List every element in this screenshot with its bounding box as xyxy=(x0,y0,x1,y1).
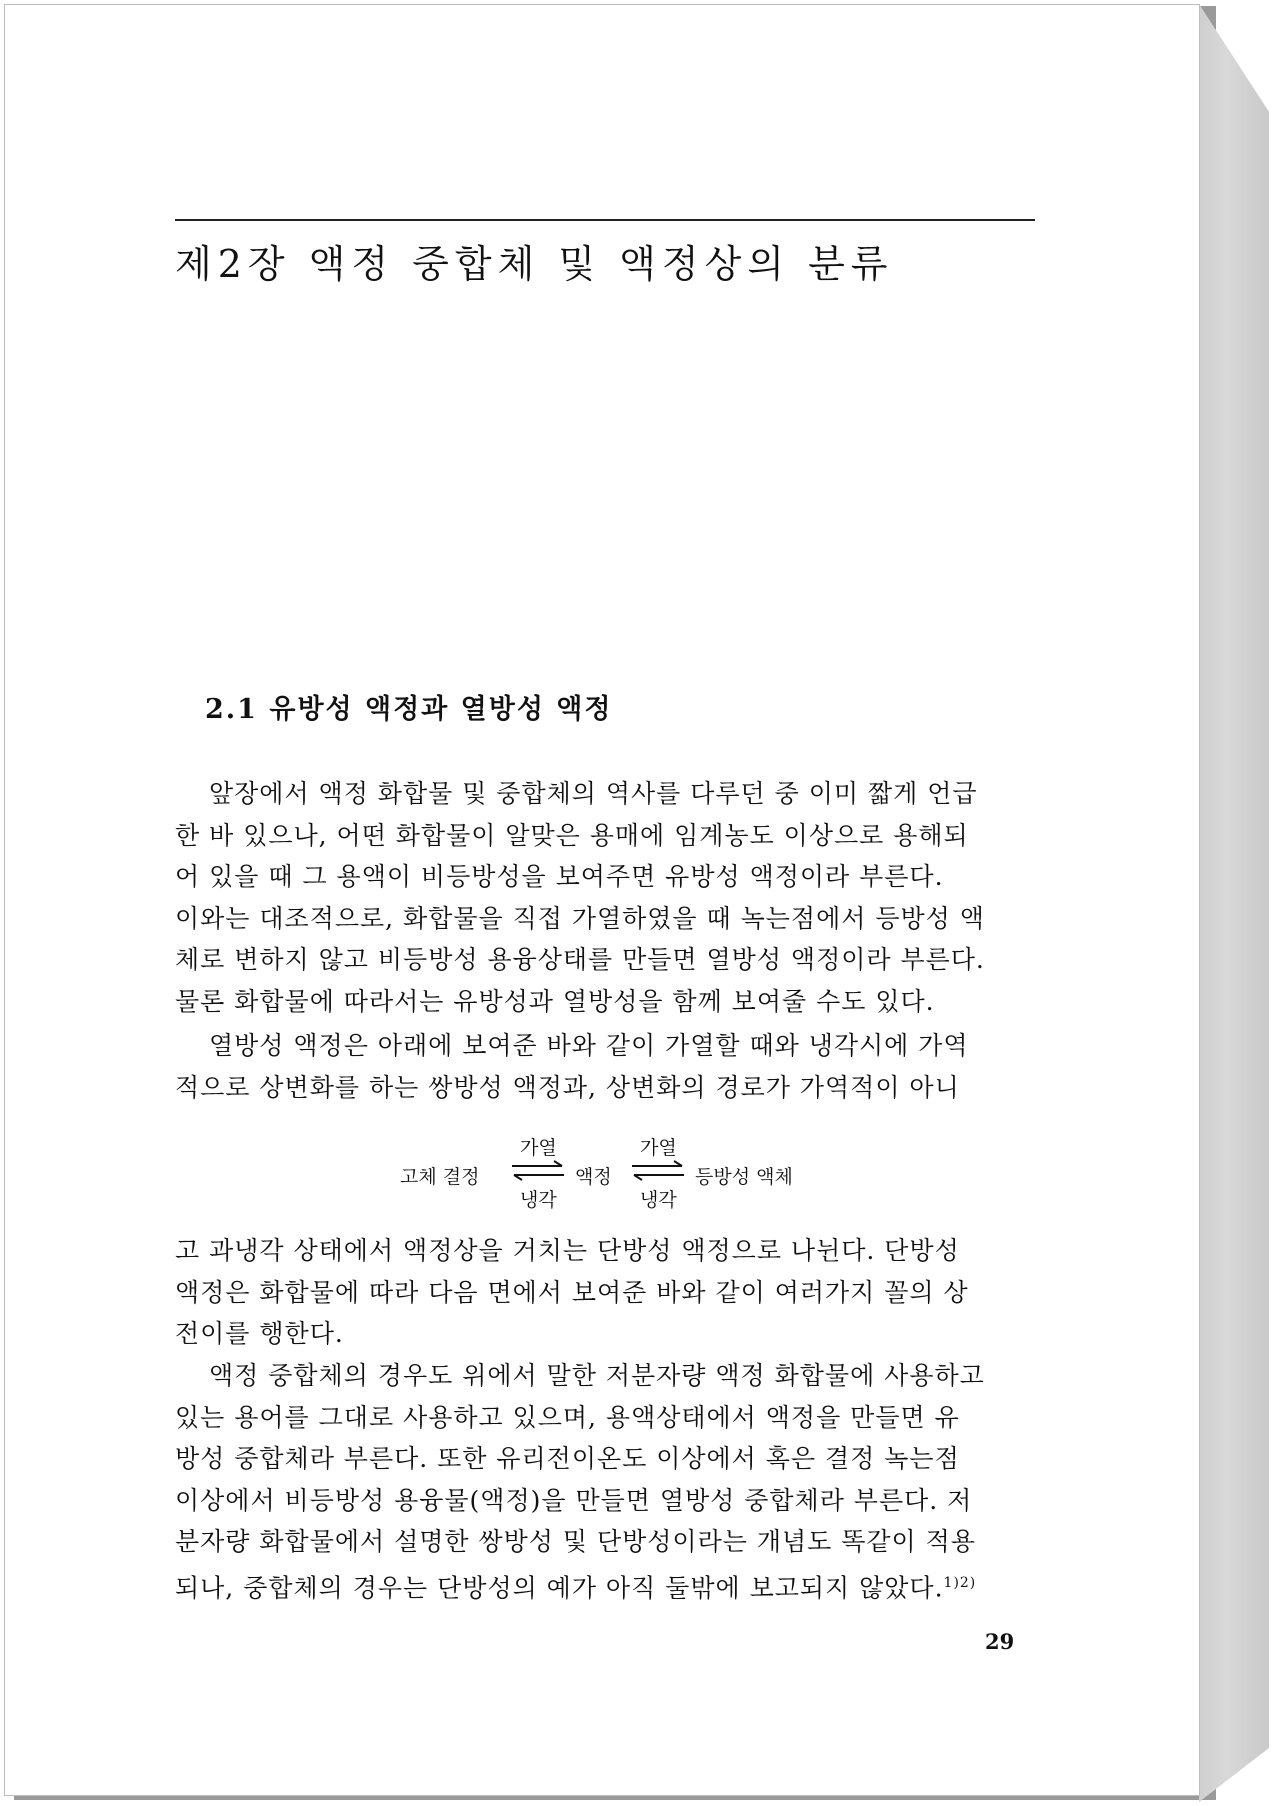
text-line: 있는 용어를 그대로 사용하고 있으며, 용액상태에서 액정을 만들면 유 xyxy=(175,1402,960,1432)
scheme-cool-label: 냉각 xyxy=(520,1189,557,1211)
document-page xyxy=(4,4,1200,1796)
text-line: 액정 중합체의 경우도 위에서 말한 저분자량 액정 화합물에 사용하고 xyxy=(209,1361,985,1390)
equilibrium-arrow-icon xyxy=(630,1161,686,1181)
paragraph xyxy=(175,773,1045,1022)
text-line xyxy=(175,1563,1045,1605)
text-line: 열방성 액정은 아래에 보여준 바와 같이 가열할 때와 냉각시에 가역 xyxy=(209,1031,969,1060)
text-line: 액정은 화합물에 따라 다음 면에서 보여준 바와 같이 여러가지 꼴의 상 xyxy=(175,1277,969,1307)
scheme-heat-label: 가열 xyxy=(640,1137,677,1159)
chapter-title: 제2장 액정 중합체 및 액정상의 분류 xyxy=(175,242,894,286)
text-line: 체로 변하지 않고 비등방성 용융상태를 만들면 열방성 액정이라 부른다. xyxy=(175,945,985,974)
scheme-state-liquid-crystal: 액정 xyxy=(575,1166,612,1188)
text-line: 한 바 있으나, 어떤 화합물이 알맞은 용매에 임계농도 이상으로 용해되 xyxy=(175,820,969,850)
text-line: 고 과냉각 상태에서 액정상을 거치는 단방성 액정으로 나뉜다. 단방성 xyxy=(175,1236,960,1265)
text-line-content: 되나, 중합체의 경우는 단방성의 예가 아직 둘밖에 보고되지 않았다. xyxy=(175,1572,944,1602)
text-line: 물론 화합물에 따라서는 유방성과 열방성을 함께 보여줄 수도 있다. xyxy=(175,986,935,1016)
text-line: 적으로 상변화를 하는 쌍방성 액정과, 상변화의 경로가 가역적이 아니 xyxy=(175,1072,960,1102)
text-line: 어 있을 때 그 용액이 비등방성을 보여주면 유방성 액정이라 부른다. xyxy=(175,862,944,891)
paragraph xyxy=(175,1355,1045,1604)
text-line: 방성 중합체라 부른다. 또한 유리전이온도 이상에서 혹은 결정 녹는점 xyxy=(175,1444,960,1473)
paragraph xyxy=(175,1025,1045,1108)
text-line: 앞장에서 액정 화합물 및 중합체의 역사를 다루던 중 이미 짧게 언급 xyxy=(209,779,978,808)
scheme-cool-label: 냉각 xyxy=(640,1189,677,1211)
scheme-heat-label: 가열 xyxy=(520,1137,557,1159)
section-title: 2.1 유방성 액정과 열방성 액정 xyxy=(205,694,613,725)
text-line: 전이를 행한다. xyxy=(175,1319,344,1348)
page-number: 29 xyxy=(985,1629,1015,1654)
equilibrium-arrow-icon xyxy=(510,1161,566,1181)
text-line: 분자량 화합물에서 설명한 쌍방성 및 단방성이라는 개념도 똑같이 적용 xyxy=(175,1527,976,1556)
paragraph xyxy=(175,1230,1045,1355)
text-line: 이와는 대조적으로, 화합물을 직접 가열하였을 때 녹는점에서 등방성 액 xyxy=(175,903,985,933)
text-line: 이상에서 비등방성 용융물(액정)을 만들면 열방성 중합체라 부른다. 저 xyxy=(175,1485,973,1515)
book-page-edge xyxy=(1199,4,1269,1802)
scheme-state-isotropic-liquid: 등방성 액체 xyxy=(695,1166,793,1188)
reference-marker: 1)2) xyxy=(943,1574,977,1591)
phase-transition-scheme xyxy=(400,1133,860,1211)
scheme-state-solid-crystal: 고체 결정 xyxy=(400,1166,480,1188)
chapter-rule xyxy=(175,219,1035,221)
